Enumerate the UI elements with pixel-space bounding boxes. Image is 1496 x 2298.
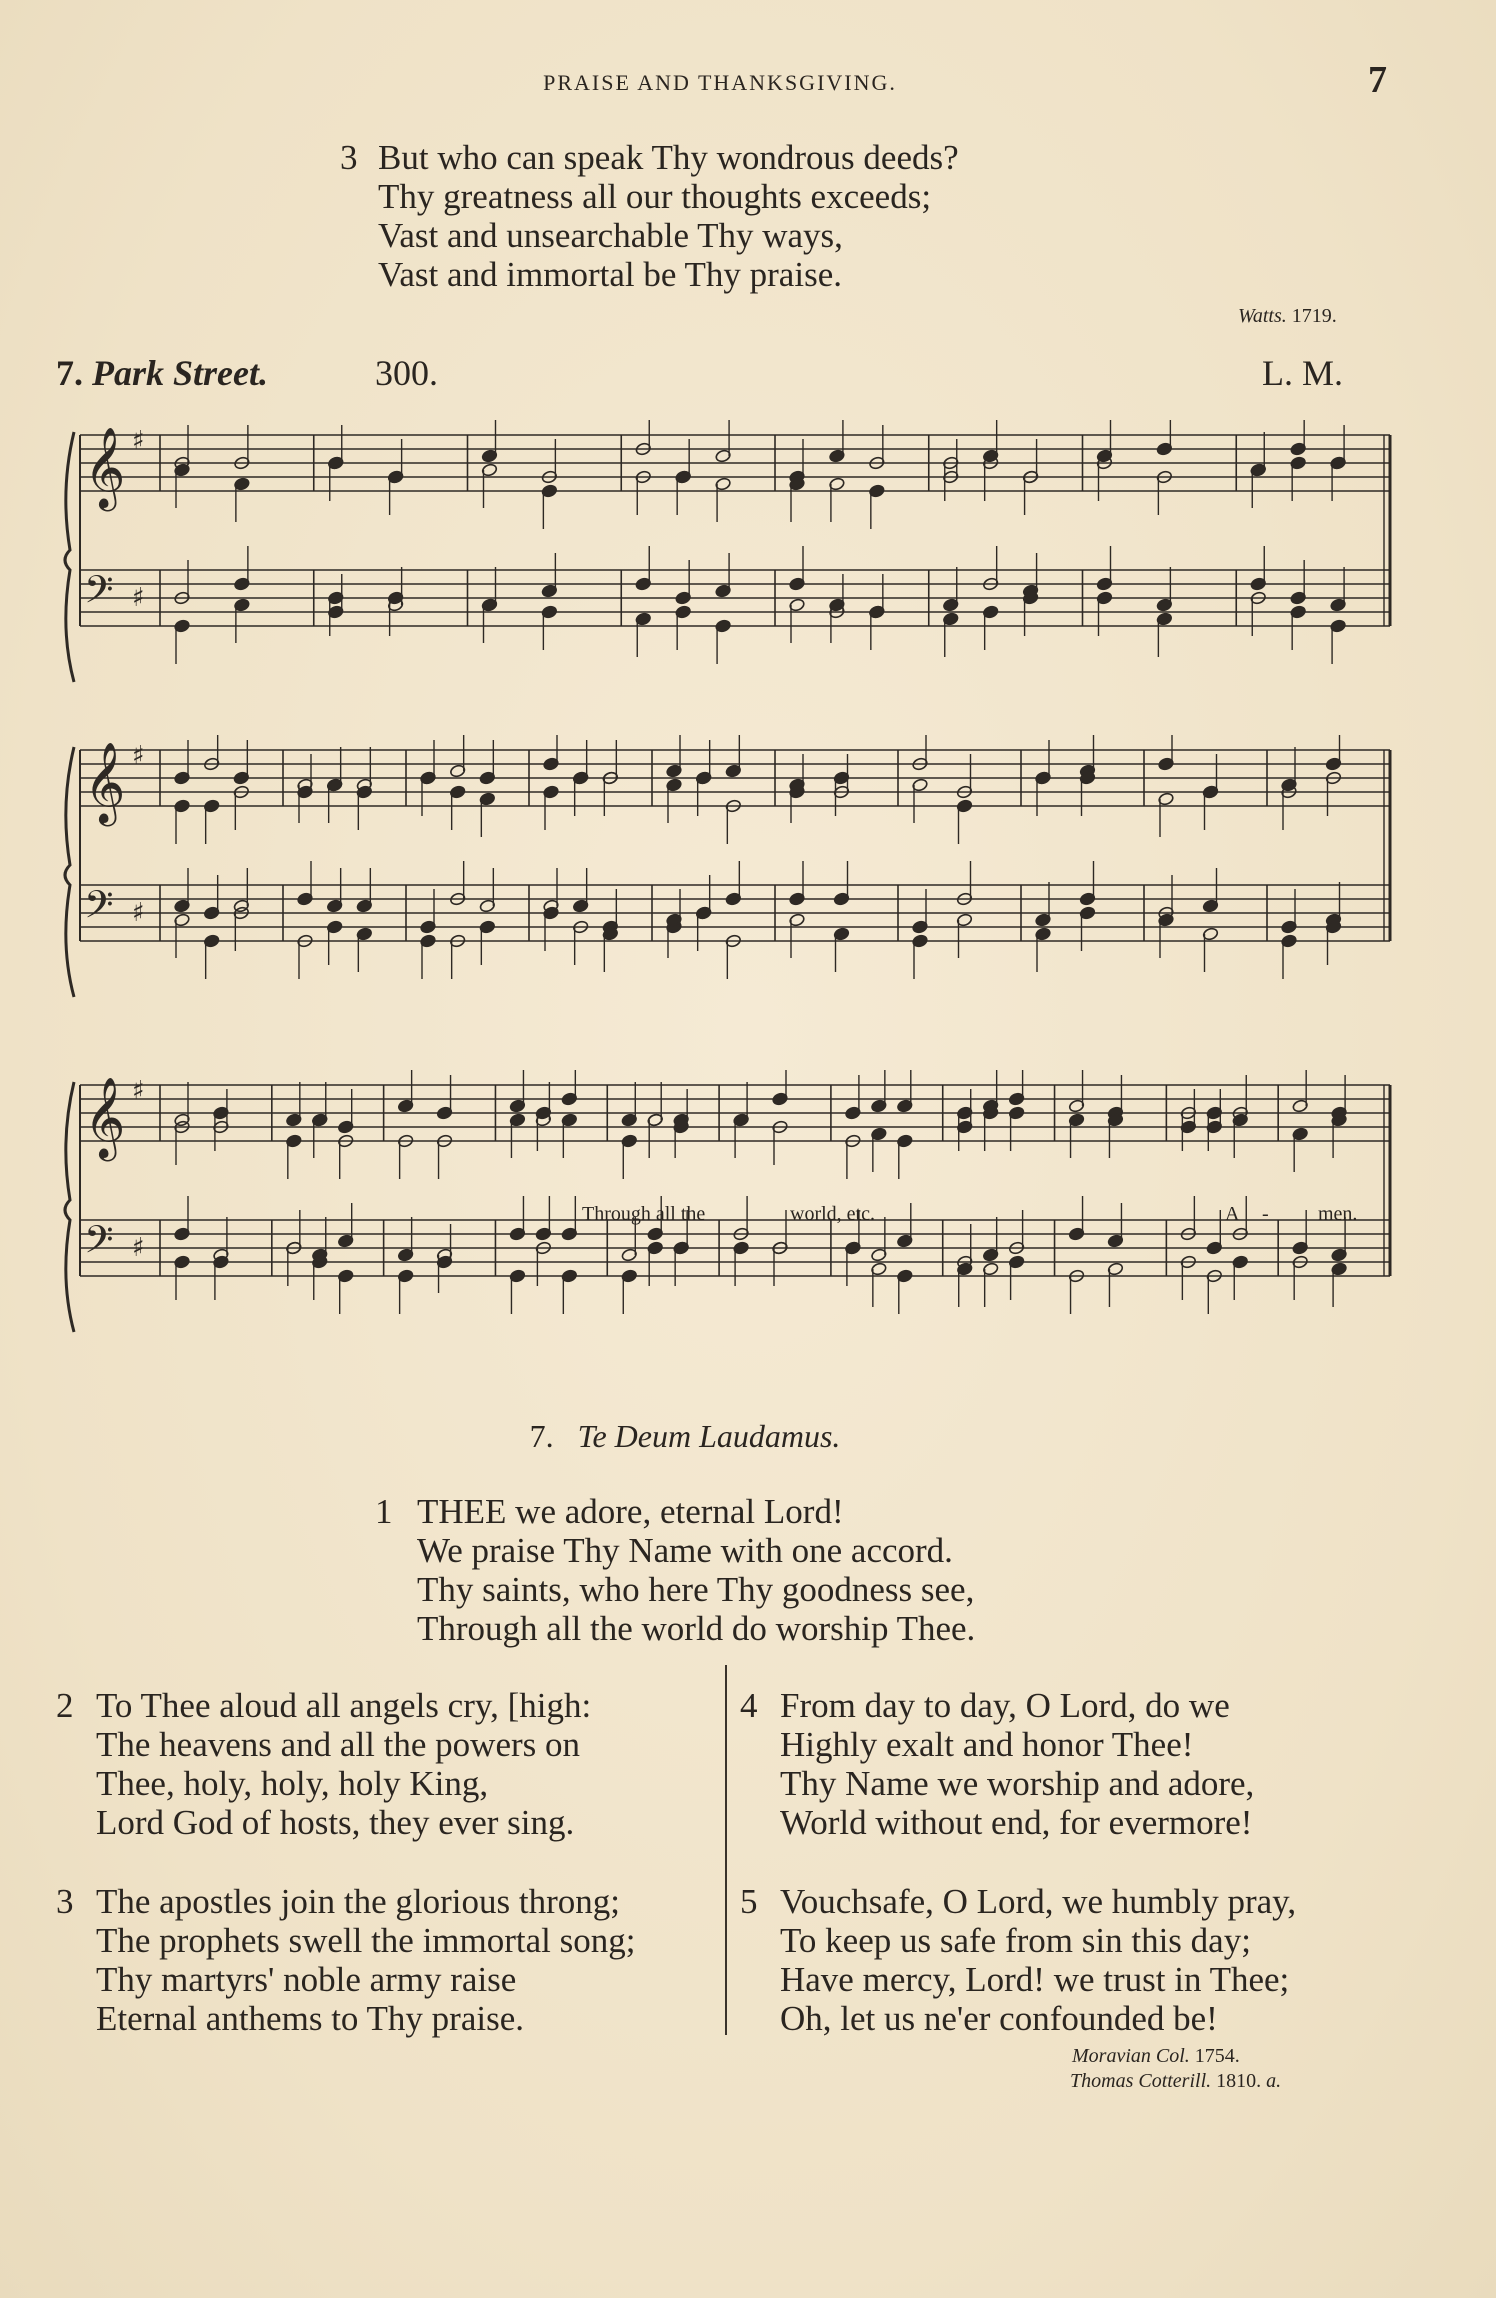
tune-reference: 300. (375, 353, 438, 393)
music-lyric-through: Through all the (582, 1203, 706, 1225)
music-system-2 (60, 735, 1400, 1005)
verse-line: We praise Thy Name with one accord. (417, 1531, 953, 1570)
music-system-3 (60, 1070, 1400, 1350)
hymn-title (0, 1418, 1370, 1455)
verse-line: Thy greatness all our thoughts exceeds; (378, 177, 932, 216)
verse-line: Thee, holy, holy, holy King, (96, 1764, 489, 1803)
stanza-number: 2 (56, 1686, 74, 1725)
author-year: 1810. (1216, 2070, 1262, 2092)
verse-line: Eternal anthems to Thy praise. (96, 1999, 524, 2038)
stanza-number: 3 (340, 138, 358, 177)
music-system-1 (60, 420, 1400, 690)
key-signature-sharp: ♯ (132, 741, 145, 771)
key-signature-sharp: ♯ (132, 1076, 145, 1106)
stanza-number: 5 (740, 1882, 758, 1921)
verse-line: From day to day, O Lord, do we (780, 1686, 1230, 1725)
verse-line: Vast and unsearchable Thy ways, (378, 216, 843, 255)
page-number: 7 (1368, 59, 1387, 101)
bass-clef: 𝄢 (84, 1217, 114, 1271)
verse-line: Thy martyrs' noble army raise (96, 1960, 517, 1999)
verse-line: Vast and immortal be Thy praise. (378, 255, 842, 294)
system-brace (65, 747, 74, 997)
author-name: Thomas Cotterill. (1070, 2070, 1212, 2092)
verse-line: The prophets swell the immortal song; (96, 1921, 636, 1960)
verse-line: THEE we adore, eternal Lord! (417, 1492, 844, 1531)
hymn-attribution-2 (1070, 2070, 1281, 2093)
bass-clef: 𝄢 (84, 882, 114, 936)
column-divider (725, 1665, 727, 2035)
verse-line: Lord God of hosts, they ever sing. (96, 1803, 575, 1842)
verse-line: World without end, for evermore! (780, 1803, 1253, 1842)
treble-clef: 𝄞 (84, 1076, 126, 1158)
author-year: 1754. (1194, 2045, 1240, 2067)
verse-line: Oh, let us ne'er confounded be! (780, 1999, 1218, 2038)
prev-hymn-attribution (1238, 305, 1337, 328)
author-name: Watts. (1238, 305, 1287, 327)
verse-line: The heavens and all the powers on (96, 1725, 581, 1764)
music-lyric-dash: - (1262, 1203, 1269, 1225)
system-brace (65, 1082, 74, 1332)
music-lyric-a: A (1225, 1203, 1240, 1225)
hymn-attribution-1 (1072, 2045, 1240, 2068)
stanza-number: 4 (740, 1686, 758, 1725)
verse-line: Have mercy, Lord! we trust in Thee; (780, 1960, 1290, 1999)
treble-clef: 𝄞 (84, 741, 126, 823)
key-signature-sharp: ♯ (132, 583, 145, 613)
hymn-number: 7. (529, 1418, 554, 1454)
key-signature-sharp: ♯ (132, 426, 145, 456)
key-signature-sharp: ♯ (132, 898, 145, 928)
verse-line: Thy saints, who here Thy goodness see, (417, 1570, 975, 1609)
author-year: 1719. (1291, 305, 1337, 327)
verse-line: To keep us safe from sin this day; (780, 1921, 1251, 1960)
verse-line: Through all the world do worship Thee. (417, 1609, 976, 1648)
verse-line: But who can speak Thy wondrous deeds? (378, 138, 959, 177)
author-name: Moravian Col. (1072, 2045, 1190, 2067)
treble-clef: 𝄞 (84, 426, 126, 508)
system-brace (65, 432, 74, 682)
verse-line: To Thee aloud all angels cry, [high: (96, 1686, 592, 1725)
verse-line: Thy Name we worship and adore, (780, 1764, 1255, 1803)
attribution-mark: a. (1266, 2070, 1282, 2092)
tune-meter: L. M. (1262, 353, 1343, 393)
verse-line: The apostles join the glorious throng; (96, 1882, 620, 1921)
verse-line: Vouchsafe, O Lord, we humbly pray, (780, 1882, 1297, 1921)
hymn-title-text: Te Deum Laudamus. (577, 1418, 841, 1454)
bass-clef: 𝄢 (84, 567, 114, 621)
tune-name: Park Street. (92, 353, 268, 393)
key-signature-sharp: ♯ (132, 1233, 145, 1263)
stanza-number: 3 (56, 1882, 74, 1921)
running-head: PRAISE AND THANKSGIVING. (543, 70, 897, 95)
verse-line: Highly exalt and honor Thee! (780, 1725, 1194, 1764)
tune-header (56, 352, 268, 394)
stanza-number: 1 (375, 1492, 393, 1531)
music-lyric-world: world, etc. (790, 1203, 875, 1225)
tune-number: 7. (56, 353, 83, 393)
music-lyric-men: men. (1318, 1203, 1358, 1225)
